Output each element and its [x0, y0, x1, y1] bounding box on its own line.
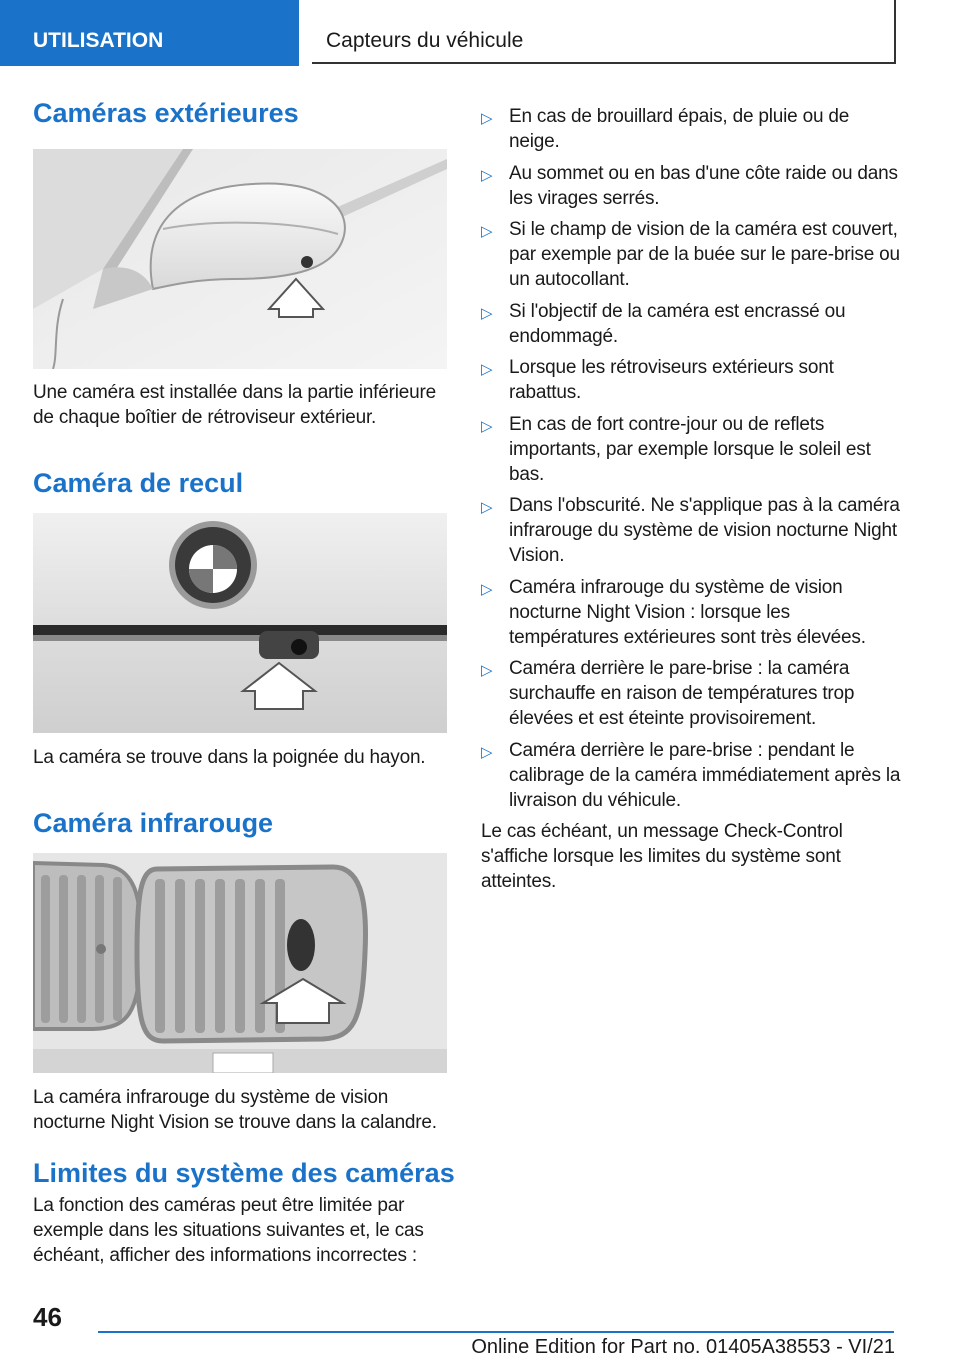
paragraph-camera-limits: La fonction des caméras peut être limitée par exemple dans les situations suivantes et, le cas échéant, afficher des informations incorrectes : — [33, 1195, 424, 1266]
heading-infrared-camera: Caméra infrarouge — [33, 808, 274, 838]
triangle-bullet-icon: ▷ — [481, 304, 493, 322]
list-item: ▷ En cas de fort contre-jour ou de reflets importants, par exemple lorsque le soleil est bas. — [481, 413, 871, 485]
mirror-camera-illustration — [33, 149, 447, 369]
triangle-bullet-icon: ▷ — [481, 223, 493, 240]
right-column — [481, 104, 901, 894]
list-item: ▷ En cas de brouillard épais, de pluie ou de neige. — [481, 106, 850, 152]
footer-divider — [98, 1331, 894, 1333]
triangle-bullet-icon: ▷ — [481, 166, 493, 184]
list-item: ▷ Caméra infrarouge du système de vision nocturne Night Vision : lorsque les températures extérieures sont très élevées. — [481, 576, 866, 648]
closing-paragraph: Le cas échéant, un message Check-Control s'affiche lorsque les limites du système sont atteintes. — [481, 821, 843, 892]
rear-camera-illustration — [33, 513, 447, 733]
triangle-bullet-icon: ▷ — [481, 743, 493, 761]
page-header-title: Capteurs du véhicule — [312, 0, 896, 64]
triangle-bullet-icon: ▷ — [481, 499, 493, 516]
page-number: 46 — [33, 1302, 62, 1332]
triangle-bullet-icon: ▷ — [481, 361, 493, 378]
paragraph-rear-camera: La caméra se trouve dans la poignée du hayon. — [33, 747, 426, 768]
left-column — [33, 96, 455, 1268]
list-item: ▷ Lorsque les rétroviseurs extérieurs sont rabattus. — [481, 357, 834, 403]
paragraph-exterior-cameras: Une caméra est installée dans la partie inférieure de chaque boîtier de rétroviseur extérieur. — [33, 382, 436, 428]
paragraph-infrared-camera: La caméra infrarouge du système de vision nocturne Night Vision se trouve dans la calandre. — [33, 1087, 437, 1133]
triangle-bullet-icon: ▷ — [481, 662, 493, 679]
list-item: ▷ Si le champ de vision de la caméra est couvert, par exemple par de la buée sur le pare-brise ou un autocollant. — [481, 219, 900, 290]
section-tab: UTILISATION — [0, 0, 299, 66]
list-item: ▷ Dans l'obscurité. Ne s'applique pas à la caméra infrarouge du système de vision nocturne Night Vision. — [481, 495, 900, 566]
list-item: ▷ Si l'objectif de la caméra est encrassé ou endommagé. — [481, 300, 846, 347]
list-item: ▷ Caméra derrière le pare-brise : pendant le calibrage de la caméra immédiatement après la livraison du véhicule. — [481, 739, 901, 811]
triangle-bullet-icon: ▷ — [481, 110, 493, 127]
infrared-camera-illustration — [33, 853, 447, 1073]
list-item: ▷ Caméra derrière le pare-brise : la caméra surchauffe en raison de températures trop élevées et est éteinte provisoirement. — [481, 658, 855, 729]
footer-edition: Online Edition for Part no. 01405A38553 - VI/21 — [471, 1336, 895, 1358]
limitations-list — [481, 104, 901, 813]
triangle-bullet-icon: ▷ — [481, 417, 493, 435]
heading-rear-camera: Caméra de recul — [33, 468, 244, 498]
heading-exterior-cameras: Caméras extérieures — [33, 98, 299, 128]
heading-camera-limits: Limites du système des caméras — [33, 1158, 455, 1188]
triangle-bullet-icon: ▷ — [481, 580, 493, 598]
list-item: ▷ Au sommet ou en bas d'une côte raide ou dans les virages serrés. — [481, 162, 898, 209]
